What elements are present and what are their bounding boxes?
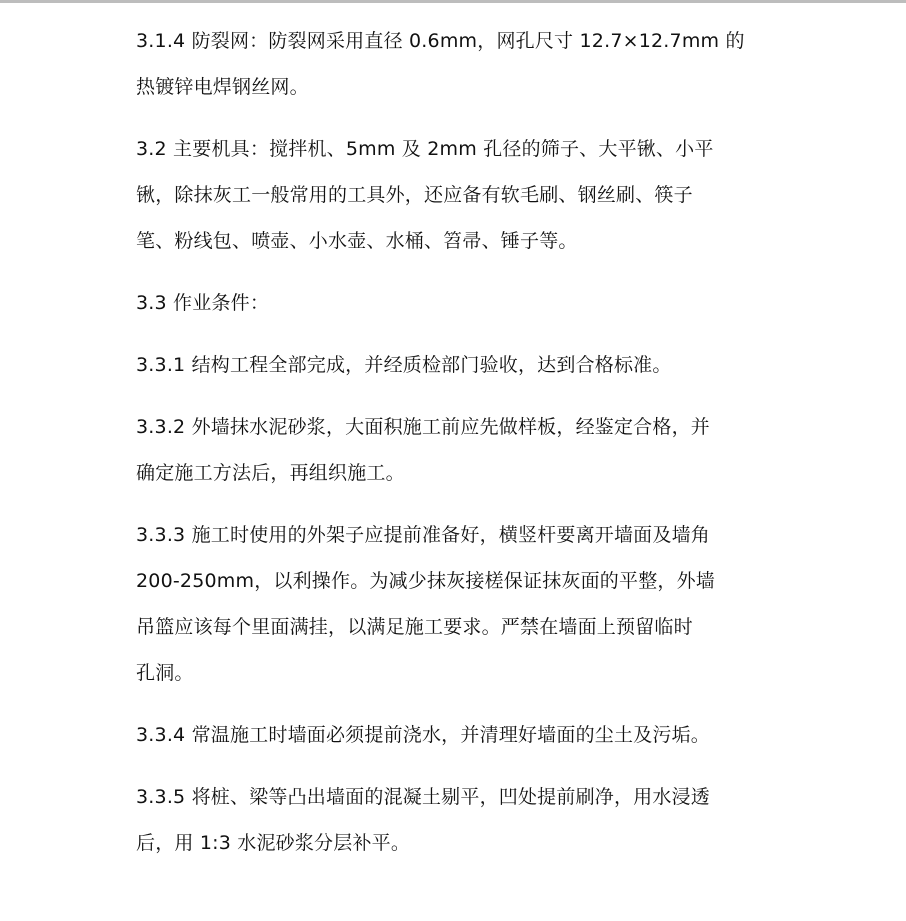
section-heading: 3.3 作业条件： [136,292,270,314]
text-line: 3.2 主要机具：搅拌机、5mm 及 2mm 孔径的筛子、大平锹、小平 [136,138,714,160]
text-line: 3.3.3 施工时使用的外架子应提前准备好，横竖杆要离开墙面及墙角 [136,524,710,546]
text-line: 3.3.1 结构工程全部完成，并经质检部门验收，达到合格标准。 [136,354,672,376]
text-line: 确定施工方法后，再组织施工。 [136,462,405,484]
text-line: 3.3.5 将桩、梁等凸出墙面的混凝土剔平，凹处提前刷净，用水浸透 [136,786,710,808]
text-line: 锹，除抹灰工一般常用的工具外，还应备有软毛刷、钢丝刷、筷子 [136,184,693,206]
paragraph-3-3-2 [136,404,776,496]
text-line: 笔、粉线包、喷壶、小水壶、水桶、笤帚、锤子等。 [136,230,578,252]
paragraph-3-2 [136,126,776,264]
text-line: 200-250mm，以利操作。为减少抹灰接槎保证抹灰面的平整，外墙 [136,570,716,592]
text-line: 吊篮应该每个里面满挂，以满足施工要求。严禁在墙面上预留临时 [136,616,693,638]
paragraph-3-3-3 [136,512,776,696]
paragraph-3-3 [136,280,776,326]
text-line: 孔洞。 [136,662,194,684]
paragraph-3-3-1 [136,342,776,388]
paragraph-3-3-4 [136,712,776,758]
text-line: 后，用 1:3 水泥砂浆分层补平。 [136,832,411,854]
document-page [136,18,776,882]
paragraph-3-1-4 [136,18,776,110]
text-line: 热镀锌电焊钢丝网。 [136,76,309,98]
text-line: 3.3.4 常温施工时墙面必须提前浇水，并清理好墙面的尘土及污垢。 [136,724,710,746]
paragraph-3-3-5 [136,774,776,866]
text-line: 3.1.4 防裂网：防裂网采用直径 0.6mm，网孔尺寸 12.7×12.7mm 的 [136,30,745,52]
top-border-rule [0,0,906,3]
text-line: 3.3.2 外墙抹水泥砂浆，大面积施工前应先做样板，经鉴定合格，并 [136,416,710,438]
